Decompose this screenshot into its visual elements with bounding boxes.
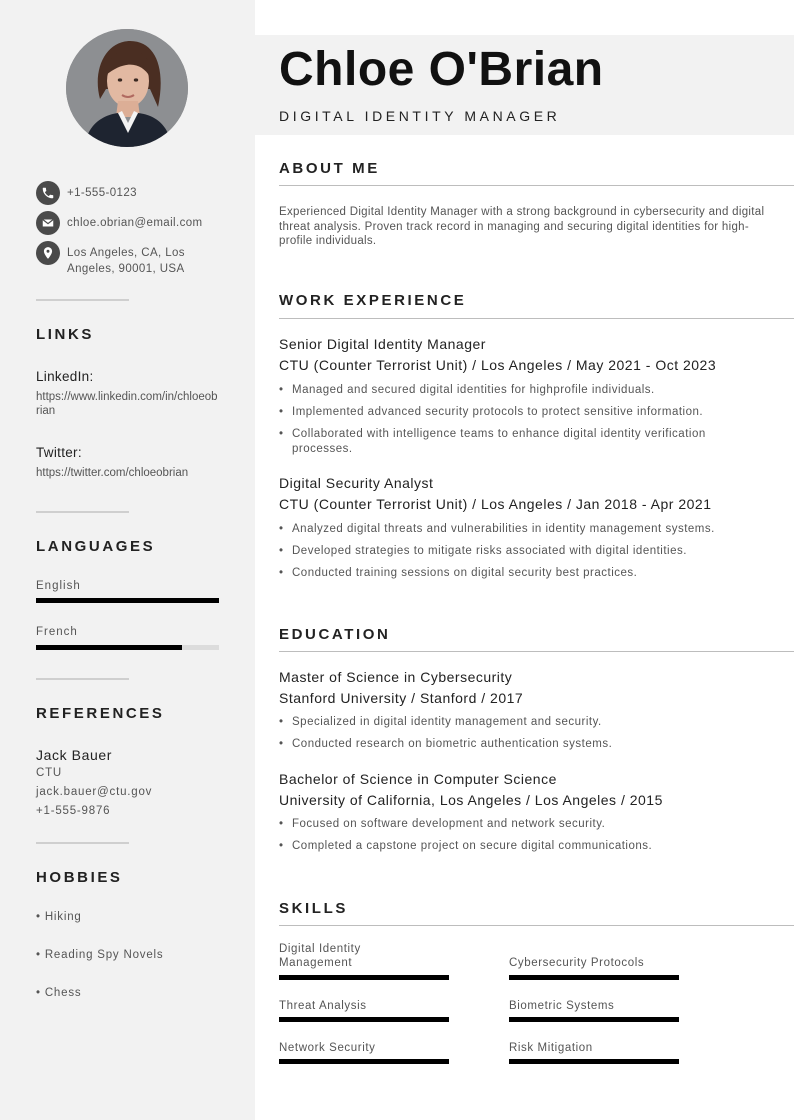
job-title: DIGITAL IDENTITY MANAGER <box>279 108 561 124</box>
main-content <box>255 0 794 1120</box>
sidebar-divider <box>36 678 129 680</box>
language-english-bar <box>36 598 219 603</box>
language-french-bar <box>36 645 219 650</box>
language-french-fill <box>36 645 182 650</box>
job-bullet: • Collaborated with intelligence teams to enhance digital identity verification processes. <box>279 427 769 456</box>
profile-photo-illustration <box>66 29 188 147</box>
linkedin-link[interactable]: https://www.linkedin.com/in/chloeobrian <box>36 391 218 417</box>
degree-bullet: • Specialized in digital identity management and security. <box>279 715 769 730</box>
contact-phone <box>36 181 217 205</box>
sidebar-divider <box>36 842 129 844</box>
about-heading: ABOUT ME <box>279 160 380 177</box>
skill-label: Risk Mitigation <box>509 1042 593 1054</box>
job-subtitle-1: CTU (Counter Terrorist Unit) / Los Angeles / May 2021 - Oct 2023 <box>279 357 717 373</box>
hobby-item: • Reading Spy Novels <box>36 949 164 961</box>
skill-bar <box>279 975 449 980</box>
email-icon <box>36 211 60 235</box>
reference-email: jack.bauer@ctu.gov <box>36 786 153 798</box>
contact-email-text: chloe.obrian@email.com <box>67 217 203 229</box>
skill-bar <box>509 975 679 980</box>
job-title-2: Digital Security Analyst <box>279 475 434 491</box>
sidebar-divider <box>36 511 129 513</box>
job-bullet: • Analyzed digital threats and vulnerabilities in identity management systems. <box>279 522 769 537</box>
degree-title-2: Bachelor of Science in Computer Science <box>279 771 557 787</box>
references-heading: REFERENCES <box>36 705 165 722</box>
skill-label: Biometric Systems <box>509 1000 615 1012</box>
sidebar-divider <box>36 299 129 301</box>
profile-photo <box>66 29 188 147</box>
job-subtitle-2: CTU (Counter Terrorist Unit) / Los Angeles / Jan 2018 - Apr 2021 <box>279 496 712 512</box>
links-heading: LINKS <box>36 326 94 343</box>
contact-phone-text: +1-555-0123 <box>67 187 137 199</box>
skill-bar <box>509 1059 679 1064</box>
about-text: Experienced Digital Identity Manager with a strong background in cybersecurity and digital threat analysis. Proven track record in managing and securing digital identities for high-profile individuals. <box>279 206 765 247</box>
hobby-item: • Chess <box>36 987 82 999</box>
degree-bullet: • Conducted research on biometric authentication systems. <box>279 737 769 752</box>
job-bullet: • Managed and secured digital identities for highprofile individuals. <box>279 383 769 398</box>
hobbies-heading: HOBBIES <box>36 869 123 886</box>
language-english-fill <box>36 598 219 603</box>
education-heading: EDUCATION <box>279 626 391 643</box>
skill-label: Threat Analysis <box>279 1000 367 1012</box>
sidebar <box>0 0 255 1120</box>
job-bullet: • Implemented advanced security protocols to protect sensitive information. <box>279 405 769 420</box>
language-english-label: English <box>36 580 81 592</box>
degree-subtitle-1: Stanford University / Stanford / 2017 <box>279 690 524 706</box>
skill-label: Network Security <box>279 1042 376 1054</box>
job-title-1: Senior Digital Identity Manager <box>279 336 486 352</box>
reference-phone: +1-555-9876 <box>36 805 111 817</box>
twitter-link[interactable]: https://twitter.com/chloeobrian <box>36 467 189 479</box>
reference-name: Jack Bauer <box>36 747 113 763</box>
section-divider <box>279 651 794 652</box>
contact-address <box>36 241 217 277</box>
job-bullet: • Developed strategies to mitigate risks associated with digital identities. <box>279 544 769 559</box>
skills-heading: SKILLS <box>279 900 348 917</box>
skill-bar <box>279 1017 449 1022</box>
degree-bullet: • Completed a capstone project on secure digital communications. <box>279 839 769 854</box>
skill-label: Digital Identity Management <box>279 943 361 969</box>
section-divider <box>279 185 794 186</box>
location-icon <box>36 241 60 265</box>
contact-email <box>36 211 217 235</box>
twitter-label: Twitter: <box>36 445 82 460</box>
skill-label: Cybersecurity Protocols <box>509 957 645 969</box>
degree-subtitle-2: University of California, Los Angeles / Los Angeles / 2015 <box>279 792 663 808</box>
skill-bar <box>509 1017 679 1022</box>
contact-address-text: Los Angeles, CA, Los Angeles, 90001, USA <box>67 247 185 275</box>
degree-title-1: Master of Science in Cybersecurity <box>279 669 513 685</box>
languages-heading: LANGUAGES <box>36 538 156 555</box>
person-name: Chloe O'Brian <box>279 43 604 96</box>
hobby-item: • Hiking <box>36 911 82 923</box>
phone-icon <box>36 181 60 205</box>
language-french-label: French <box>36 626 78 638</box>
degree-bullet: • Focused on software development and network security. <box>279 817 769 832</box>
section-divider <box>279 318 794 319</box>
linkedin-label: LinkedIn: <box>36 369 94 384</box>
skill-bar <box>279 1059 449 1064</box>
job-bullet: • Conducted training sessions on digital security best practices. <box>279 566 769 581</box>
experience-heading: WORK EXPERIENCE <box>279 292 467 309</box>
section-divider <box>279 925 794 926</box>
reference-company: CTU <box>36 767 63 779</box>
